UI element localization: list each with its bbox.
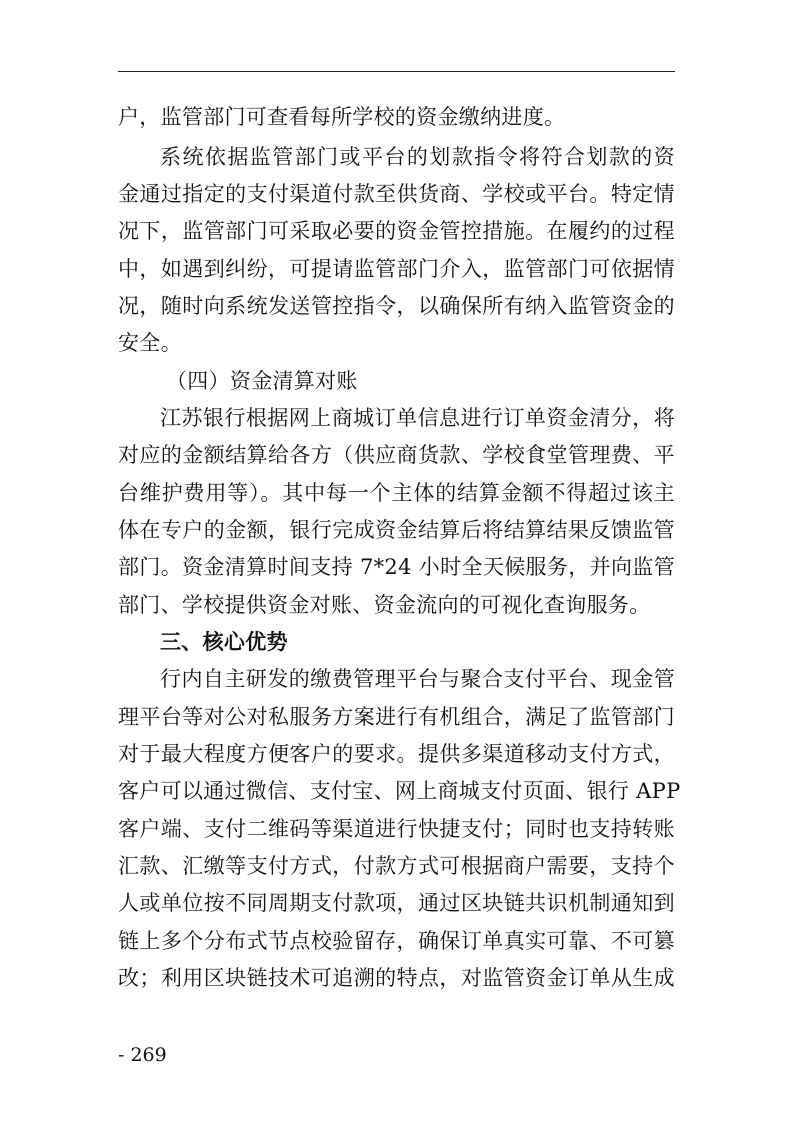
- paragraph-line: 况，随时向系统发送管控指令，以确保所有纳入监管资金的: [118, 294, 675, 318]
- paragraph-line: 中，如遇到纠纷，可提请监管部门介入，监管部门可依据情: [118, 257, 675, 281]
- paragraph-line: 改；利用区块链技术可追溯的特点，对监管资金订单从生成: [118, 966, 675, 990]
- paragraph-line: 对应的金额结算给各方（供应商货款、学校食堂管理费、平: [118, 443, 675, 467]
- paragraph-line: 汇款、汇缴等支付方式，付款方式可根据商户需要，支持个: [118, 854, 675, 878]
- paragraph-line: 江苏银行根据网上商城订单信息进行订单资金清分，将: [160, 406, 675, 430]
- paragraph-line: 台维护费用等）。其中每一个主体的结算金额不得超过该主: [118, 481, 675, 505]
- paragraph-line: 链上多个分布式节点校验留存，确保订单真实可靠、不可篡: [118, 929, 675, 953]
- section-heading: 三、核心优势: [160, 630, 288, 654]
- paragraph-line: 系统依据监管部门或平台的划款指令将符合划款的资: [160, 145, 675, 169]
- paragraph-line: 客户端、支付二维码等渠道进行快捷支付；同时也支持转账: [118, 817, 675, 841]
- paragraph-line: 部门、学校提供资金对账、资金流向的可视化查询服务。: [118, 593, 651, 617]
- paragraph-line: 部门。资金清算时间支持 7*24 小时全天候服务，并向监管: [118, 555, 675, 579]
- paragraph-line: 客户可以通过微信、支付宝、网上商城支付页面、银行 APP: [118, 779, 681, 803]
- paragraph-line: 行内自主研发的缴费管理平台与聚合支付平台、现金管: [160, 667, 675, 691]
- paragraph-line: 金通过指定的支付渠道付款至供货商、学校或平台。特定情: [118, 182, 675, 206]
- paragraph-line: 况下，监管部门可采取必要的资金管控措施。在履约的过程: [118, 219, 675, 243]
- section-subheading: （四）资金清算对账: [166, 369, 358, 393]
- header-rule: [118, 71, 675, 72]
- page-number: - 269: [118, 1044, 167, 1066]
- paragraph-line: 人或单位按不同周期支付款项，通过区块链共识机制通知到: [118, 891, 675, 915]
- paragraph-line: 对于最大程度方便客户的要求。提供多渠道移动支付方式，: [118, 742, 675, 766]
- paragraph-line: 体在专户的金额，银行完成资金结算后将结算结果反馈监管: [118, 518, 675, 542]
- paragraph-line: 安全。: [118, 331, 182, 355]
- paragraph-line: 理平台等对公对私服务方案进行有机组合，满足了监管部门: [118, 705, 675, 729]
- paragraph-line: 户，监管部门可查看每所学校的资金缴纳进度。: [118, 105, 566, 129]
